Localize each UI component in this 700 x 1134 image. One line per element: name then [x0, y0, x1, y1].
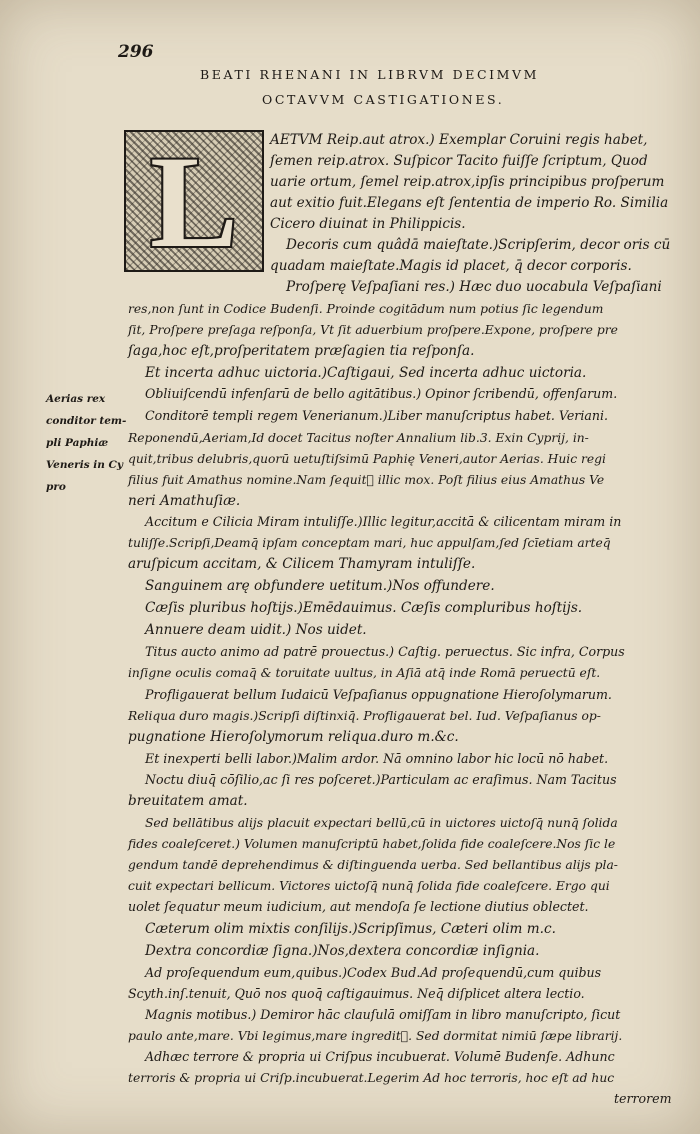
margin-line: Aerias rex: [46, 393, 106, 405]
text-line: Profligauerat bellum Iudaicū Veſpaſianus oppugnatione Hieroſolymarum.: [145, 687, 612, 702]
text-line: ſit, Proſpere preſaga reſponſa, Vt ſit aduerbium proſpere.Expone, proſpere pre: [128, 323, 618, 337]
margin-line: pro: [46, 481, 66, 493]
marginal-note: [46, 388, 126, 498]
text-line: Sed bellātibus alijs placuit expectari bellū,cū in uictores uictoſq̄ nunq̄ ſolida: [145, 816, 618, 830]
text-line: uarie ortum, ſemel reip.atrox,ipſis principibus proſperum: [270, 174, 665, 190]
text-line: Cæterum olim mixtis conſilijs.)Scripſimus, Cæteri olim m.c.: [145, 921, 556, 937]
text-line: pugnatione Hieroſolymorum reliqua.duro m.&c.: [128, 729, 459, 745]
text-line: ſaga,hoc eſt,proſperitatem præſagien tia reſponſa.: [128, 343, 475, 359]
running-title-line-1: BEATI RHENANI IN LIBRVM DECIMVM: [200, 67, 540, 82]
text-line: quadam maieſtate.Magis id placet, q̄ decor corporis.: [270, 258, 632, 274]
text-line: Noctu diuq̄ cōſilio,ac ſi res poſceret.)Particulam ac eraſimus. Nam Tacitus: [145, 772, 617, 787]
text-line: Conditorē templi regem Venerianum.)Liber manuſcriptus habet. Veriani.: [145, 408, 608, 423]
text-line: breuitatem amat.: [128, 793, 248, 809]
text-line: Cicero diuinat in Philippicis.: [270, 216, 466, 232]
text-line: Annuere deam uidit.) Nos uidet.: [145, 622, 367, 638]
text-line: quit,tribus delubris,quorū uetuſtiſsimū Paphię Veneri,autor Aerias. Huic regi: [128, 452, 606, 466]
text-line: Reliqua duro magis.)Scripſi diſtinxiq̄. Profligauerat bel. Iud. Veſpaſianus op-: [128, 709, 601, 723]
catchword: terrorem: [614, 1091, 672, 1106]
margin-line: Veneris in Cy: [46, 459, 124, 471]
margin-line: conditor tem-: [46, 415, 127, 427]
margin-line: pli Paphiæ: [46, 437, 109, 449]
text-line: Reponendū,Aeriam,Id docet Tacitus noſter Annalium lib.3. Exin Cyprij, in-: [128, 431, 589, 445]
page-number: 296: [118, 42, 154, 62]
text-line: tuliſſe.Scripſi,Deamq̄ ipſam conceptam mari, huc appulſam,ſed ſcīetiam arteq̄: [128, 536, 611, 550]
initial-letter: L: [149, 128, 239, 275]
text-line: Adhæc terrore & propria ui Criſpus incubuerat. Volumē Budenſe. Adhunc: [145, 1049, 615, 1064]
text-line: Decoris cum quâdā maieſtate.)Scripſerim, decor oris cū: [286, 237, 671, 253]
running-title-line-2: OCTAVVM CASTIGATIONES.: [262, 92, 505, 107]
text-line: Accitum e Cilicia Miram intuliſſe.)Illic legitur,accitā & cilicentam miram in: [145, 514, 622, 529]
text-line: Proſperę Veſpaſiani res.) Hæc duo uocabula Veſpaſiani: [286, 279, 662, 295]
text-line: fides coaleſceret.) Volumen manuſcriptū habet,ſolida fide coaleſcere.Nos ſic le: [128, 837, 616, 851]
text-line: AETVM Reip.aut atrox.) Exemplar Coruini regis habet,: [270, 132, 648, 148]
text-line: cuit expectari bellicum. Victores uictoſq̄ nunq̄ ſolida fide coaleſcere. Ergo qui: [128, 879, 610, 893]
text-line: Magnis motibus.) Demiror hāc clauſulā omiſſam in libro manuſcripto, ſicut: [145, 1007, 621, 1022]
text-line: Titus aucto animo ad patrē prouectus.) Caſtig. peruectus. Sic infra, Corpus: [145, 644, 625, 659]
text-line: neri Amathuſiæ.: [128, 493, 241, 509]
text-line: Et inexperti belli labor.)Malim ardor. Nā omnino labor hic locū nō habet.: [145, 751, 609, 766]
decorated-initial: [124, 128, 264, 275]
text-line: paulo ante,mare. Vbi legimus,mare ingredit᷑. Sed dormitat nimiū ſæpe librarij.: [128, 1029, 623, 1043]
text-line: uolet ſequatur meum iudicium, aut mendoſa ſe lectione diutius oblectet.: [128, 899, 589, 914]
text-line: gendum tandē deprehendimus & diſtinguenda uerba. Sed bellantibus alijs pla-: [128, 858, 618, 872]
text-line: aruſpicum accitam, & Cilicem Thamyram intuliſſe.: [128, 556, 476, 572]
text-line: Scyth.inſ.tenuit, Quō nos quoq̄ caſtigauimus. Neq̄ diſplicet altera lectio.: [128, 986, 585, 1001]
text-line: res,non ſunt in Codice Budenſi. Proinde cogitādum num potius ſic legendum: [128, 302, 604, 316]
text-line: Cæſis pluribus hoſtijs.)Emēdauimus. Cæſis compluribus hoſtijs.: [145, 600, 583, 616]
text-line: terroris & propria ui Criſp.incubuerat.Legerim Ad hoc terroris, hoc eſt ad huc: [128, 1071, 615, 1085]
text-line: ſemen reip.atrox. Suſpicor Tacito fuiſſe ſcriptum, Quod: [270, 153, 648, 169]
text-line: filius fuit Amathus nomine.Nam ſequit᷑ illic mox. Poſt filius eius Amathus Ve: [128, 473, 605, 487]
text-line: Ad proſequendum eum,quibus.)Codex Bud.Ad proſequendū,cum quibus: [145, 965, 602, 980]
text-line: Dextra concordiæ ſigna.)Nos,dextera concordiæ inſignia.: [145, 943, 540, 959]
text-line: Sanguinem arę obfundere uetitum.)Nos offundere.: [145, 578, 495, 594]
text-line: Et incerta adhuc uictoria.)Caſtigaui, Sed incerta adhuc uictoria.: [145, 365, 587, 381]
text-line: aut exitio fuit.Elegans eſt ſententia de imperio Ro. Similia: [270, 195, 669, 211]
text-line: inſigne oculis comaq̄ & toruitate uultus, in Aſiā atq̄ inde Romā peruectū eſt.: [128, 666, 601, 680]
text-line: Obliuiſcendū infenſarū de bello agitātibus.) Opinor ſcribendū, offenſarum.: [145, 386, 618, 401]
